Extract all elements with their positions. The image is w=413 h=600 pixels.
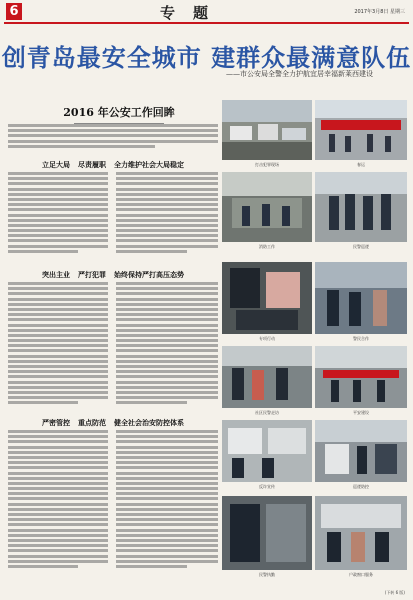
photo-caption: 警民合作 — [353, 336, 369, 341]
photo-police-patrol — [315, 172, 407, 242]
section-heading-tail: 健全社会治安防控体系 — [114, 419, 184, 427]
section-heading-right: 严打犯罪 — [78, 271, 106, 279]
section-heading-tail: 全力维护社会大局稳定 — [114, 161, 184, 169]
photo-crime-scene — [222, 100, 312, 160]
main-headline: 创青岛最安全城市 建群众最满意队伍 — [1, 43, 412, 72]
article-column — [8, 282, 108, 412]
continued-note: (下转 6 版) — [384, 590, 405, 595]
photo-caption: 专项行动 — [259, 336, 275, 341]
photo-caption: 社区民警走访 — [255, 410, 279, 415]
article-column — [116, 172, 218, 260]
photo-caption: 平安建设 — [353, 410, 369, 415]
issue-date: 2017年3月8日 星期三 — [354, 9, 405, 15]
photo-safe-construction — [315, 346, 407, 408]
photo-household-service — [315, 496, 407, 570]
photo-spring-festival — [315, 100, 407, 160]
section-title: 专题 — [160, 4, 227, 22]
article-column — [8, 430, 108, 580]
photo-police-civilian — [315, 262, 407, 334]
section-heading-left: 突出主业 — [42, 271, 70, 279]
subheadline: ——市公安局全警全力护航宜居幸福新莱西建设 — [226, 70, 373, 78]
header-rule — [4, 22, 409, 24]
section-heading-3 — [8, 418, 218, 428]
section-heading-1 — [8, 160, 218, 170]
photo-police-duty — [222, 496, 312, 570]
page-number: 6 — [6, 3, 22, 20]
photo-special-operation — [222, 262, 312, 334]
photo-caption: 民警执勤 — [259, 572, 275, 577]
photo-patrol-control — [315, 420, 407, 482]
section-heading-right: 重点防范 — [78, 419, 106, 427]
photo-caption: 春运 — [357, 162, 365, 167]
photo-caption: 反诈宣传 — [259, 484, 275, 489]
photo-caption: 户政窗口服务 — [349, 572, 373, 577]
photo-caption: 巡逻防控 — [353, 484, 369, 489]
feature-title — [44, 104, 194, 124]
photo-caption: 打击犯罪现场 — [255, 162, 279, 167]
photo-caption: 消防工作 — [259, 244, 275, 249]
intro-paragraph — [8, 124, 218, 156]
section-heading-left: 严密管控 — [42, 419, 70, 427]
section-heading-2 — [8, 270, 218, 280]
section-heading-tail: 始终保持严打高压态势 — [114, 271, 184, 279]
article-column — [8, 172, 108, 260]
section-heading-left: 立足大局 — [42, 161, 70, 169]
section-heading-right: 尽责履职 — [78, 161, 106, 169]
feature-title-text: 2016 年公安工作回眸 — [63, 106, 175, 119]
photo-caption: 民警巡逻 — [353, 244, 369, 249]
article-column — [116, 282, 218, 412]
photo-fire-work — [222, 172, 312, 242]
photo-community-visit — [222, 346, 312, 408]
photo-anti-fraud — [222, 420, 312, 482]
article-column — [116, 430, 218, 580]
page-header — [0, 0, 413, 22]
